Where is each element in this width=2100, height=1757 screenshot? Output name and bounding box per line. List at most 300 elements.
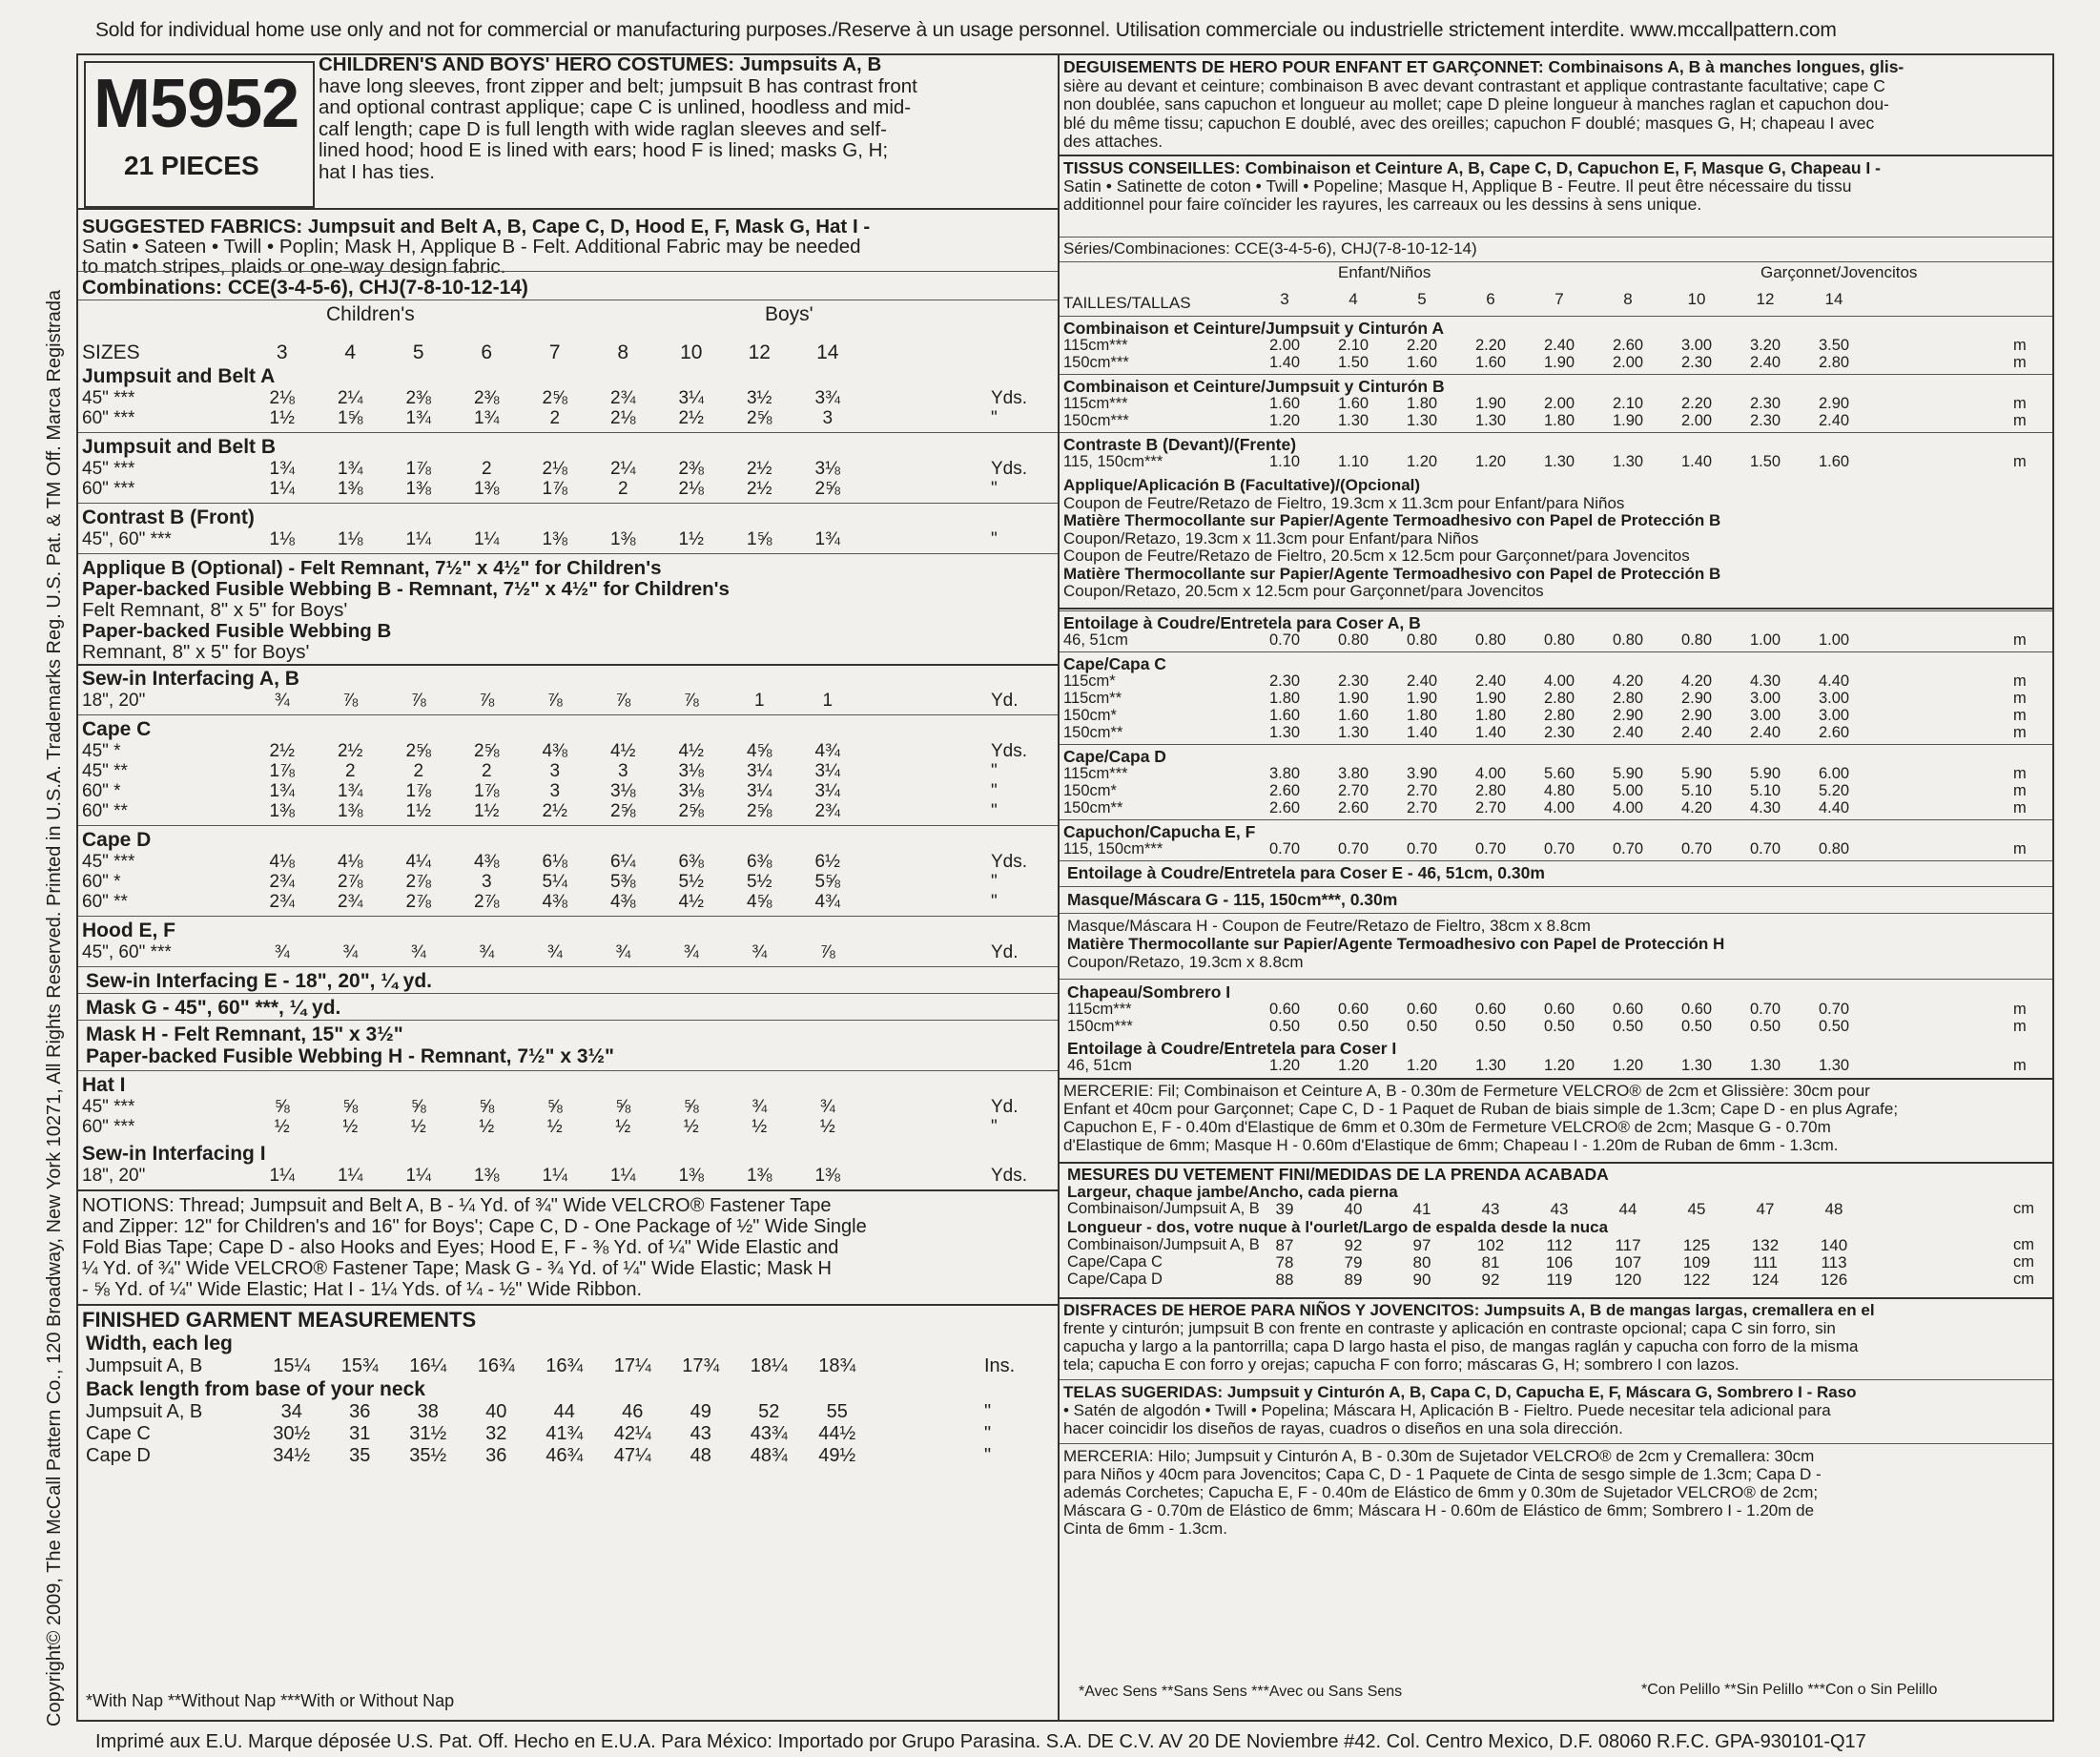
- size-value: 1⅜: [405, 479, 431, 499]
- section-divider: [1060, 610, 2052, 611]
- unit-label: ": [991, 529, 998, 549]
- size-value: 16¾: [546, 1355, 584, 1376]
- unit-label: ": [991, 801, 998, 821]
- size-value: 1.90: [1337, 689, 1369, 707]
- size-value: ¾: [683, 942, 699, 962]
- size-value: 4½: [678, 741, 704, 761]
- size-value: 140: [1820, 1235, 1848, 1254]
- size-value: 109: [1682, 1252, 1711, 1271]
- fabric-requirement-title: Cape C: [82, 718, 152, 740]
- french-nap-footnote: *Avec Sens **Sans Sens ***Avec ou Sans Sens: [1079, 1684, 1403, 1700]
- size-value: 2.60: [1818, 723, 1850, 741]
- size-value: 0.70: [1612, 839, 1644, 858]
- size-value: ¾: [615, 942, 631, 962]
- size-value: 2.70: [1474, 798, 1507, 816]
- size-value: 2.00: [1612, 354, 1644, 371]
- size-value: 2⅛: [678, 479, 704, 499]
- size-value: 2.30: [1337, 672, 1369, 690]
- size-value: 15¾: [340, 1355, 379, 1376]
- size-value: ⅝: [683, 1097, 699, 1117]
- width-label: 150cm***: [1063, 412, 1129, 429]
- unit-label: m: [2013, 672, 2027, 690]
- size-value: 3.00: [1749, 706, 1781, 724]
- size-value: ⅞: [342, 691, 359, 711]
- size-value: 34½: [273, 1445, 311, 1466]
- size-value: 1⅜: [747, 1166, 772, 1186]
- size-value: 1.90: [1474, 395, 1507, 412]
- size-value: 1⅜: [610, 529, 636, 549]
- section-divider: [78, 432, 1058, 433]
- value-row: [1250, 412, 1868, 430]
- unit-label: m: [2013, 395, 2027, 412]
- size-value: 5½: [678, 872, 704, 892]
- size-value: 36: [349, 1401, 371, 1422]
- french-fabrics-line: TISSUS CONSEILLES: Combinaison et Ceinture A, B, Cape C, D, Capuchon E, F, Masque G, Chapeau I -: [1063, 158, 1881, 177]
- size-value: 2¾: [269, 892, 295, 912]
- size-value: 2.20: [1680, 395, 1713, 412]
- value-row: [248, 1166, 862, 1187]
- size-value: 2.30: [1749, 395, 1781, 412]
- spanish-fabrics-line: • Satén de algodón • Twill • Popelina; Máscara H, Aplicación B - Fieltro. Puede necesitar tela adicional para: [1063, 1400, 1831, 1419]
- size-value: 97: [1412, 1235, 1431, 1254]
- size-value: 2: [549, 408, 561, 428]
- mercerie-line: Enfant et 40cm pour Garçonnet; Cape C, D - 1 Paquet de Ruban de biais simple de 1.3cm; Cape D - en plus Agrafe;: [1063, 1099, 1899, 1118]
- size-value: 0.70: [1680, 839, 1713, 858]
- applique-line: Coupon de Feutre/Retazo de Fieltro, 19.3cm x 11.3cm pour Enfant/para Niños: [1063, 493, 1625, 512]
- width-label: 115cm***: [1063, 395, 1128, 412]
- size-value: 1⅜: [474, 479, 500, 499]
- size-value: 1.80: [1543, 412, 1575, 429]
- size-value: 1.20: [1406, 1056, 1438, 1074]
- size-value: 4: [344, 341, 357, 363]
- size-value: 2.20: [1406, 337, 1438, 354]
- width-label: 46, 51cm: [1063, 630, 1128, 649]
- unit-label: m: [2013, 723, 2027, 741]
- size-value: 14: [816, 341, 839, 363]
- width-label: 150cm***: [1063, 354, 1129, 371]
- size-value: 45: [1687, 1199, 1706, 1218]
- size-value: 2: [413, 761, 424, 781]
- section-divider: [1060, 1297, 2052, 1299]
- size-value: 5.10: [1749, 781, 1781, 799]
- value-row: [248, 388, 862, 409]
- size-value: ¾: [410, 942, 426, 962]
- fabric-requirement-title: Chapeau/Sombrero I: [1067, 982, 1231, 1002]
- width-label: 150cm*: [1063, 706, 1117, 724]
- size-value: 3⅛: [678, 761, 704, 781]
- size-value: 2⅞: [338, 872, 363, 892]
- width-label: 115, 150cm***: [1063, 453, 1163, 470]
- size-value: 1.00: [1749, 630, 1781, 649]
- french-description-line: blé du même tissu; capuchon E doublé, avec des oreilles; capuchon F doublé; masques G, H; chapeau I avec: [1063, 113, 1875, 133]
- fabric-requirement-title: Hood E, F: [82, 920, 175, 941]
- size-value: 36: [485, 1445, 507, 1466]
- unit-label: ": [991, 781, 998, 801]
- size-value: 1¼: [405, 1166, 431, 1186]
- size-value: 2¼: [338, 388, 363, 408]
- size-value: 1⅞: [269, 761, 295, 781]
- size-value: 2½: [269, 741, 295, 761]
- size-value: 47: [1756, 1199, 1775, 1218]
- width-label: 45" *: [82, 741, 121, 761]
- size-value: 6⅛: [542, 852, 567, 872]
- unit-label: cm: [2013, 1199, 2034, 1217]
- finished-measurements-title: FINISHED GARMENT MEASUREMENTS: [82, 1308, 477, 1332]
- size-value: 113: [1821, 1252, 1847, 1271]
- size-value: 1.30: [1474, 412, 1507, 429]
- size-value: 47¼: [613, 1445, 651, 1466]
- size-value: 18¼: [750, 1355, 788, 1376]
- width-label: 60" **: [82, 892, 128, 912]
- size-value: 1.90: [1612, 412, 1644, 429]
- value-row: [248, 781, 862, 802]
- suggested-fabrics-line: Satin • Sateen • Twill • Poplin; Mask H, Applique B - Felt. Additional Fabric may be needed: [82, 236, 861, 258]
- size-value: 106: [1545, 1252, 1574, 1271]
- masque-h-line: Coupon/Retazo, 19.3cm x 8.8cm: [1067, 952, 1304, 971]
- section-divider: [1060, 1443, 2052, 1444]
- size-value: 46¾: [546, 1445, 584, 1466]
- size-value: 2.80: [1543, 706, 1575, 724]
- size-value: 2⅝: [542, 388, 567, 408]
- size-value: 0.50: [1680, 1017, 1713, 1035]
- unit-label: Yds.: [991, 1166, 1028, 1186]
- size-value: 2.40: [1612, 723, 1644, 741]
- pattern-envelope-back: [76, 53, 2054, 1722]
- header-description-line: CHILDREN'S AND BOYS' HERO COSTUMES: Jumpsuits A, B: [319, 53, 882, 75]
- unit-label: m: [2013, 630, 2027, 649]
- size-value: 1.40: [1680, 453, 1713, 470]
- size-value: 8: [1623, 290, 1633, 308]
- size-value: 5.90: [1612, 764, 1644, 782]
- group-boys-label: Boys': [765, 303, 813, 325]
- unit-label: Yds.: [991, 388, 1028, 408]
- unit-label: ": [991, 872, 998, 892]
- measure-label: Combinaison/Jumpsuit A, B: [1067, 1235, 1260, 1253]
- size-value: 87: [1275, 1235, 1294, 1254]
- size-value: 2½: [542, 801, 567, 821]
- section-divider: [78, 825, 1058, 826]
- size-value: 1.30: [1337, 723, 1369, 741]
- size-value: 0.60: [1680, 1000, 1713, 1018]
- unit-label: ": [991, 479, 998, 499]
- size-value: 16¾: [477, 1355, 515, 1376]
- size-value: 1.80: [1268, 689, 1301, 707]
- largeur-label: Largeur, chaque jambe/Ancho, cada pierna: [1067, 1182, 1398, 1201]
- size-value: 2⅝: [405, 741, 431, 761]
- size-value: 2⅝: [678, 801, 704, 821]
- size-value: 5.10: [1680, 781, 1713, 799]
- size-value: 2.30: [1680, 354, 1713, 371]
- value-row: [1250, 354, 1868, 372]
- size-value: 1.30: [1474, 1056, 1507, 1074]
- section-divider: [1060, 432, 2052, 433]
- size-value: 0.50: [1474, 1017, 1507, 1035]
- size-value: 0.80: [1337, 630, 1369, 649]
- size-value: 48: [690, 1445, 711, 1466]
- size-value: 3¼: [814, 781, 840, 801]
- value-row: [248, 942, 862, 963]
- size-value: 3.00: [1680, 337, 1713, 354]
- size-value: ⅞: [819, 942, 835, 962]
- size-value: 78: [1275, 1252, 1294, 1271]
- size-value: 17¾: [682, 1355, 720, 1376]
- width-label: 45" ***: [82, 459, 135, 479]
- size-value: ¾: [819, 1097, 835, 1117]
- unit-label: cm: [2013, 1270, 2034, 1288]
- value-row: [1250, 765, 1868, 783]
- bottom-notice: Imprimé aux E.U. Marque déposée U.S. Pat. Off. Hecho en E.U.A. Para México: Importado por Grupo Parasina. S.A. DE C.V. AV 20 DE Noviembre #42. Col. Centro Mexico, D.F. 08060 R.F.C. GPA-930101-Q17: [95, 1731, 1866, 1752]
- size-value: 2⅝: [814, 479, 840, 499]
- section-divider: [78, 916, 1058, 917]
- section-divider: [1060, 261, 2052, 262]
- unit-label: m: [2013, 337, 2027, 354]
- width-label: 115cm*: [1063, 672, 1116, 690]
- section-divider: [1060, 316, 2052, 317]
- size-value: ½: [274, 1117, 290, 1137]
- size-value: 1⅝: [747, 529, 772, 549]
- value-row: [248, 761, 862, 782]
- size-value: 1.60: [1337, 706, 1369, 724]
- size-value: 1.20: [1337, 1056, 1369, 1074]
- size-value: 40: [485, 1401, 507, 1422]
- size-value: 1.30: [1337, 412, 1369, 429]
- width-label: 60" **: [82, 801, 128, 821]
- size-value: ¾: [751, 1097, 768, 1117]
- french-description-line: des attaches.: [1063, 132, 1163, 151]
- size-value: 1.30: [1268, 723, 1301, 741]
- size-value: 2.40: [1749, 723, 1781, 741]
- size-value: 2⅝: [474, 741, 500, 761]
- size-value: 44½: [818, 1423, 856, 1444]
- size-value: 0.70: [1337, 839, 1369, 858]
- size-value: 1.20: [1268, 1056, 1301, 1074]
- size-value: 15¼: [273, 1355, 311, 1376]
- width-label: 115cm**: [1063, 689, 1122, 707]
- size-value: 92: [1344, 1235, 1363, 1254]
- unit-label: m: [2013, 412, 2027, 429]
- size-value: 107: [1614, 1252, 1642, 1271]
- size-value: ⅝: [410, 1097, 426, 1117]
- size-value: 2.00: [1543, 395, 1575, 412]
- width-label: 150cm**: [1063, 723, 1123, 741]
- size-value: 1¼: [542, 1166, 567, 1186]
- size-value: 4.00: [1474, 764, 1507, 782]
- size-value: 1⅜: [678, 1166, 704, 1186]
- width-each-leg-label: Width, each leg: [86, 1333, 233, 1354]
- fabric-requirement-title: Contraste B (Devant)/(Frente): [1063, 435, 1297, 454]
- measure-label: Jumpsuit A, B: [86, 1401, 203, 1422]
- size-value: 2.60: [1268, 798, 1301, 816]
- size-value: 8: [617, 341, 629, 363]
- value-row: [1250, 453, 1868, 471]
- width-label: 150cm***: [1067, 1017, 1133, 1035]
- sizes-header-row: [248, 341, 862, 364]
- size-value: ⅞: [410, 691, 426, 711]
- size-value: 80: [1412, 1252, 1431, 1271]
- size-value: 1.10: [1268, 453, 1301, 470]
- width-label: 45" ***: [82, 388, 135, 408]
- unit-label: ": [991, 892, 998, 912]
- size-value: 0.60: [1474, 1000, 1507, 1018]
- unit-label: ": [991, 1117, 998, 1137]
- size-value: 4.40: [1818, 798, 1850, 816]
- size-value: 1⅜: [269, 801, 295, 821]
- size-value: 52: [758, 1401, 780, 1422]
- merceria-line: MERCERIA: Hilo; Jumpsuit y Cinturón A, B - 0.30m de Sujetador VELCRO® de 2cm y Cremallera: 30cm: [1063, 1446, 1815, 1465]
- unit-label: m: [2013, 689, 2027, 707]
- size-value: 2.30: [1543, 723, 1575, 741]
- unit-label: ": [991, 408, 998, 428]
- size-value: 1¾: [269, 459, 295, 479]
- size-value: 122: [1682, 1270, 1711, 1289]
- fabric-requirement-title: Contrast B (Front): [82, 506, 255, 528]
- size-value: 0.50: [1543, 1017, 1575, 1035]
- section-divider: [78, 1304, 1058, 1306]
- merceria-line: además Corchetes; Capucha E, F - 0.40m de Elástico de 6mm y 0.30m de Sujetador VELCRO® de 2cm;: [1063, 1482, 1819, 1501]
- size-value: 3.00: [1749, 689, 1781, 707]
- size-value: 2⅜: [474, 388, 500, 408]
- spanish-fabrics-line: TELAS SUGERIDAS: Jumpsuit y Cinturón A, B, Capa C, D, Capucha E, F, Máscara G, Sombrero I - Raso: [1063, 1382, 1857, 1401]
- size-value: 1.90: [1543, 354, 1575, 371]
- value-row: [1250, 1001, 1868, 1019]
- size-value: 7: [548, 341, 561, 363]
- fabric-requirement-title: Sew-in Interfacing A, B: [82, 668, 299, 690]
- size-value: ⅞: [615, 691, 631, 711]
- applique-line: Applique B (Optional) - Felt Remnant, 7½" x 4½" for Children's: [82, 557, 662, 579]
- size-value: 5.20: [1818, 781, 1850, 799]
- size-value: 6.00: [1818, 764, 1850, 782]
- size-value: 1.50: [1749, 453, 1781, 470]
- size-value: 3¼: [678, 388, 704, 408]
- size-value: 0.60: [1406, 1000, 1438, 1018]
- size-value: 2.00: [1268, 337, 1301, 354]
- size-value: 2.30: [1268, 672, 1301, 690]
- size-value: 3: [481, 872, 492, 892]
- size-value: 5½: [747, 872, 772, 892]
- size-value: 1: [822, 691, 834, 711]
- size-value: 10: [1687, 290, 1706, 308]
- size-value: 2.20: [1474, 337, 1507, 354]
- spanish-description-line: DISFRACES DE HEROE PARA NIÑOS Y JOVENCITOS: Jumpsuits A, B de mangas largas, cremallera en el: [1063, 1300, 1875, 1319]
- unit-label: Yd.: [991, 942, 1019, 962]
- size-value: 0.70: [1749, 839, 1781, 858]
- size-value: 55: [826, 1401, 848, 1422]
- size-value: ¾: [342, 942, 359, 962]
- size-value: 89: [1344, 1270, 1363, 1289]
- size-value: 4⅜: [474, 852, 500, 872]
- sew-in-interfacing-e: Sew-in Interfacing E - 18", 20", ¼ yd.: [86, 970, 433, 992]
- size-value: 0.70: [1818, 1000, 1850, 1018]
- size-value: 42¼: [613, 1423, 651, 1444]
- size-value: 2.00: [1680, 412, 1713, 429]
- fabric-requirement-title: Hat I: [82, 1074, 126, 1096]
- size-value: 1⅜: [814, 1166, 840, 1186]
- size-value: 2⅞: [405, 892, 431, 912]
- size-value: 1.90: [1474, 689, 1507, 707]
- size-value: 1¾: [814, 529, 840, 549]
- size-value: 3¼: [747, 781, 772, 801]
- size-value: 5.90: [1749, 764, 1781, 782]
- size-value: 2⅜: [405, 388, 431, 408]
- size-value: 0.70: [1406, 839, 1438, 858]
- size-value: 0.70: [1268, 839, 1301, 858]
- size-value: 119: [1546, 1270, 1573, 1289]
- section-divider: [78, 208, 1058, 210]
- size-value: 0.60: [1268, 1000, 1301, 1018]
- size-value: 4¾: [814, 892, 840, 912]
- size-value: 4⅜: [542, 892, 567, 912]
- suggested-fabrics-line: SUGGESTED FABRICS: Jumpsuit and Belt A, B, Cape C, D, Hood E, F, Mask G, Hat I -: [82, 216, 871, 238]
- size-value: 2½: [338, 741, 363, 761]
- applique-line: Remnant, 8" x 5" for Boys': [82, 641, 310, 663]
- size-value: 2.60: [1612, 337, 1644, 354]
- value-row: [248, 872, 862, 893]
- header-description-line: and optional contrast applique; cape C is unlined, hoodless and mid-: [319, 96, 912, 118]
- size-value: 43¾: [750, 1423, 788, 1444]
- section-divider: [1060, 1379, 2052, 1380]
- spanish-description-line: frente y cinturón; jumpsuit B con frente en contraste y aplicación en contraste opcional; capa C sin forro, sin: [1063, 1318, 1836, 1337]
- size-value: 1⅜: [338, 801, 363, 821]
- unit-label: m: [2013, 1017, 2027, 1035]
- mask-h-webbing: Paper-backed Fusible Webbing H - Remnant, 7½" x 3½": [86, 1045, 614, 1067]
- size-value: 3.00: [1818, 706, 1850, 724]
- size-value: 1.20: [1268, 412, 1301, 429]
- size-value: 3⅛: [610, 781, 636, 801]
- size-value: 5.60: [1543, 764, 1575, 782]
- size-value: 88: [1275, 1270, 1294, 1289]
- width-label: 60" ***: [82, 479, 135, 499]
- size-value: 1.20: [1543, 1056, 1575, 1074]
- size-value: 43: [690, 1423, 711, 1444]
- size-value: 2.10: [1337, 337, 1369, 354]
- size-value: 1.30: [1612, 453, 1644, 470]
- pattern-logo-box: [84, 61, 315, 208]
- size-value: 0.70: [1749, 1000, 1781, 1018]
- mercerie-line: MERCERIE: Fil; Combinaison et Ceinture A, B - 0.30m de Fermeture VELCRO® de 2cm et Glissière: 30cm pour: [1063, 1081, 1870, 1100]
- applique-line: Matière Thermocollante sur Papier/Agente Termoadhesivo con Papel de Protección B: [1063, 564, 1721, 583]
- size-value: 2¾: [610, 388, 636, 408]
- width-label: 60" *: [82, 872, 121, 892]
- section-divider: [78, 664, 1058, 666]
- section-divider: [1060, 913, 2052, 914]
- side-copyright-notice: Copyright© 2009, The McCall Pattern Co., 120 Broadway, New York 10271, All Rights Reserved. Printed in U.S.A. Trademarks Reg. U.S. Pat. & TM Off. Marca Registrada: [44, 289, 65, 1726]
- size-value: 1.30: [1680, 1056, 1713, 1074]
- applique-line: Paper-backed Fusible Webbing B: [82, 620, 392, 642]
- size-value: 12: [1756, 290, 1775, 308]
- size-value: 1.50: [1337, 354, 1369, 371]
- size-value: 1¼: [610, 1166, 636, 1186]
- size-value: ½: [546, 1117, 563, 1137]
- size-value: 2¼: [610, 459, 636, 479]
- section-divider: [1060, 155, 2052, 156]
- size-value: 0.60: [1612, 1000, 1644, 1018]
- french-spanish-column: [1060, 55, 2052, 1720]
- size-value: 1⅜: [338, 479, 363, 499]
- unit-label: ": [991, 761, 998, 781]
- notions-line: Fold Bias Tape; Cape D - also Hooks and Eyes; Hood E, F - ⅜ Yd. of ¼" Wide Elastic and: [82, 1237, 839, 1258]
- size-value: 3: [1280, 290, 1289, 308]
- size-value: 2.90: [1612, 706, 1644, 724]
- notions-line: and Zipper: 12" for Children's and 16" for Boys'; Cape C, D - One Package of ½" Wide Single: [82, 1216, 867, 1237]
- unit-label: m: [2013, 706, 2027, 724]
- section-divider: [1060, 374, 2052, 375]
- size-value: 44: [1618, 1199, 1637, 1218]
- unit-label: m: [2013, 1056, 2027, 1074]
- size-value: 1.40: [1474, 723, 1507, 741]
- size-value: 1: [753, 691, 765, 711]
- size-value: 2½: [747, 479, 772, 499]
- section-divider: [1060, 979, 2052, 980]
